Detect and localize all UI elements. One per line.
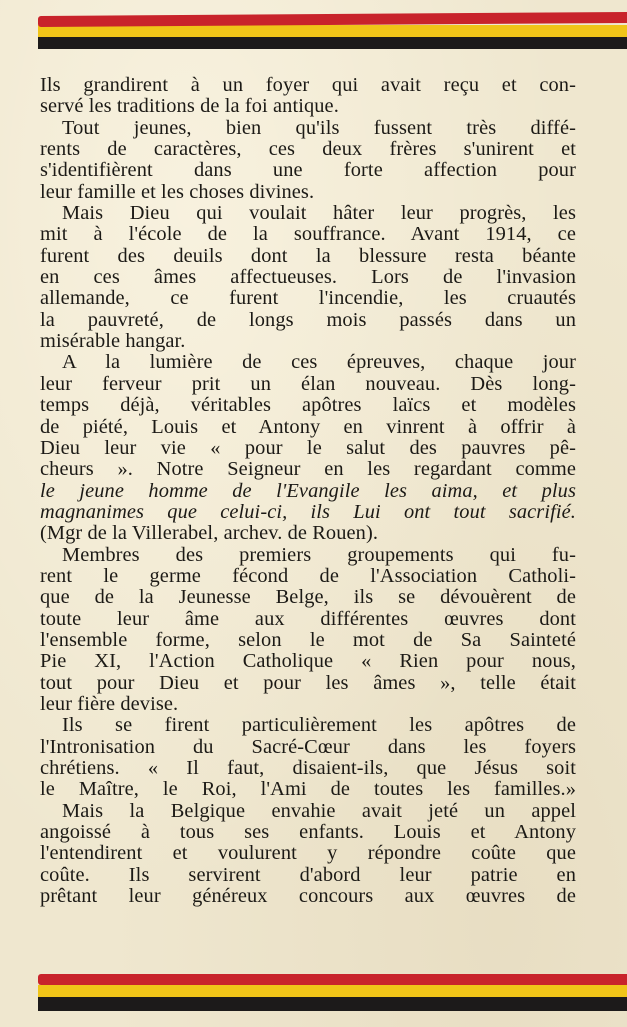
text-line: le Maître, le Roi, l'Ami de toutes les familles.» <box>40 778 576 801</box>
text-line: Tout jeunes, bien qu'ils fussent très diffé- <box>62 116 576 139</box>
text-line: misérable hangar. <box>40 330 186 353</box>
text-line: (Mgr de la Villerabel, archev. de Rouen). <box>40 522 379 545</box>
text-line: de piété, Louis et Antony en vinrent à offrir à <box>40 415 576 438</box>
text-line: l'entendirent et voulurent y répondre coûte que <box>40 842 576 865</box>
text-line: l'ensemble forme, selon le mot de Sa Sainteté <box>40 628 576 651</box>
text-line: A la lumière de ces épreuves, chaque jour <box>62 351 576 374</box>
text-line: angoissé à tous ses enfants. Louis et Antony <box>40 821 576 844</box>
text-line: s'identifièrent dans une forte affection pour <box>40 159 576 182</box>
text-line: leur famille et les choses divines. <box>40 180 315 203</box>
body-text <box>40 75 576 907</box>
text-line: Mais la Belgique envahie avait jeté un appel <box>62 799 576 822</box>
text-line: Mais Dieu qui voulait hâter leur progrès, les <box>62 202 576 225</box>
flag-stripe-red <box>38 974 627 985</box>
text-line-italic: magnanimes que celui-ci, ils Lui ont tout sacrifié. <box>40 500 576 523</box>
text-line: Pie XI, l'Action Catholique « Rien pour nous, <box>40 650 576 673</box>
text-line-italic: le jeune homme de l'Evangile les aima, et plus <box>40 479 576 502</box>
text-line: leur fière devise. <box>40 692 179 715</box>
flag-stripe-black <box>38 37 627 49</box>
text-line: coûte. Ils servirent d'abord leur patrie en <box>40 863 576 886</box>
text-line: Ils se firent particulièrement les apôtres de <box>62 714 576 737</box>
text-line: mit à l'école de la souffrance. Avant 1914, ce <box>40 223 576 246</box>
text-line: prêtant leur généreux concours aux œuvres de <box>40 885 576 908</box>
text-line: l'Intronisation du Sacré-Cœur dans les foyers <box>40 735 576 758</box>
top-flag-band <box>38 14 627 49</box>
text-line: chrétiens. « Il faut, disaient-ils, que Jésus soit <box>40 757 576 779</box>
text-line: cheurs ». Notre Seigneur en les regardant comme <box>40 458 576 481</box>
text-line: temps déjà, véritables apôtres laïcs et modèles <box>40 394 576 417</box>
text-line: rent le germe fécond de l'Association Catholi- <box>40 564 576 587</box>
text-line: toute leur âme aux différentes œuvres dont <box>40 607 576 630</box>
flag-stripe-black <box>38 997 627 1011</box>
bottom-flag-band <box>38 974 627 1011</box>
flag-stripe-yellow <box>38 25 627 37</box>
flag-stripe-yellow <box>38 985 627 997</box>
text-line: Ils grandirent à un foyer qui avait reçu et con- <box>40 74 576 96</box>
text-line: furent des deuils dont la blessure resta béante <box>40 244 576 267</box>
text-line: rents de caractères, ces deux frères s'unirent et <box>40 138 576 161</box>
text-line: Dieu leur vie « pour le salut des pauvres pê- <box>40 436 576 459</box>
text-line: la pauvreté, de longs mois passés dans un <box>40 308 576 331</box>
text-line: tout pour Dieu et pour les âmes », telle était <box>40 671 576 694</box>
text-line: en ces âmes affectueuses. Lors de l'invasion <box>40 266 576 289</box>
text-line: leur ferveur prit un élan nouveau. Dès long- <box>40 372 576 395</box>
text-line: servé les traditions de la foi antique. <box>40 95 339 118</box>
text-line: que de la Jeunesse Belge, ils se dévouèrent de <box>40 586 576 609</box>
text-line: allemande, ce furent l'incendie, les cruautés <box>40 287 576 310</box>
text-line: Membres des premiers groupements qui fu- <box>62 543 576 566</box>
